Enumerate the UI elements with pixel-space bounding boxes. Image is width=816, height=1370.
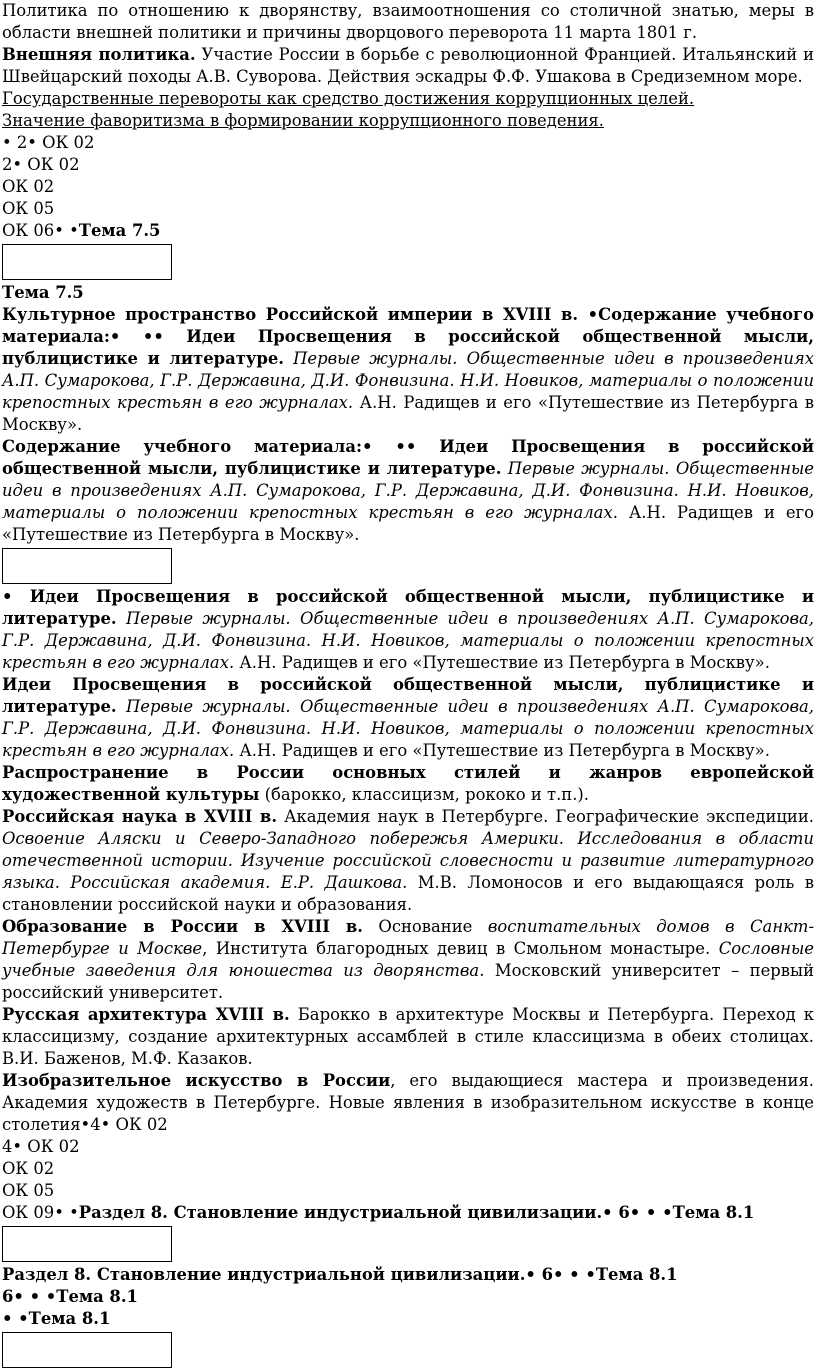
education-text-1: Основание (362, 917, 473, 936)
science-text-2: М.В. Ломоносов и его выдающаяся роль в становлении российской науки и образования. (2, 873, 814, 914)
tema81-line-a: 6• • •Тема 8.1 (2, 1287, 138, 1306)
content-italic: Первые журналы. Общественные идеи в произведениях А.П. Сумарокова, Г.Р. Державина, Д.И. Фонвизина. Н.И. Новиков, материалы о положении крепостных крестьян в его журналах. (2, 459, 814, 522)
intro-paragraph: Политика по отношению к дворянству, взаимоотношения со столичной знатью, меры в области внешней политики и причины дворцового переворота 11 марта 1801 г. (2, 1, 814, 42)
culture-block-1 (0, 304, 816, 436)
foreign-policy-paragraph (0, 44, 816, 88)
culture-block-4 (0, 674, 816, 762)
culture-plain: А.Н. Радищев и его «Путешествие из Петербурга в Москву». (2, 393, 814, 434)
education-heading: Образование в России в XVIII в. (2, 917, 363, 936)
enlightenment-plain-2: А.Н. Радищев и его «Путешествие из Петербурга в Москву». (234, 741, 770, 760)
ok06-code: ОК 06• • (2, 221, 79, 240)
empty-cell-box (2, 1332, 172, 1368)
enlightenment-plain: А.Н. Радищев и его «Путешествие из Петербурга в Москву». (234, 653, 770, 672)
tema81-line-b: • •Тема 8.1 (2, 1309, 111, 1328)
styles-paragraph (0, 762, 816, 806)
ok-line: • 2• ОК 02 (2, 133, 95, 152)
science-paragraph (0, 806, 816, 916)
styles-heading: Распространение в России основных стилей и жанров европейской художественной культуры (2, 763, 814, 804)
enlightenment-italic-2: Первые журналы. Общественные идеи в произведениях А.П. Сумарокова, Г.Р. Державина, Д.И. Фонвизина. Н.И. Новиков, материалы о положении крепостных крестьян в его журналах. (2, 697, 814, 760)
culture-italic: Первые журналы. Общественные идеи в произведениях А.П. Сумарокова, Г.Р. Державина, Д.И. Фонвизина. Н.И. Новиков, материалы о положении крепостных крестьян в его журналах. (2, 349, 814, 412)
ok-line: ОК 05 (2, 1181, 55, 1200)
ok-line: 4• ОК 02 (2, 1137, 80, 1156)
enlightenment-heading: • Идеи Просвещения в российской общественной мысли, публицистике и литературе. (2, 587, 814, 628)
culture-block-3 (0, 586, 816, 674)
ok06-line (0, 220, 816, 242)
empty-cell-box (2, 548, 172, 584)
content-plain: А.Н. Радищев и его «Путешествие из Петербурга в Москву». (2, 503, 815, 544)
art-text: , его выдающиеся мастера и произведения. Академия художеств в Петербурге. Новые явления в изобразительном искусстве в конце столетия•4• ОК 02 (2, 1071, 814, 1134)
foreign-policy-text: Участие России в борьбе с революционной Францией. Итальянский и Швейцарский походы А.В. Суворова. Действия эскадры Ф.Ф. Ушакова в Средиземном море. (2, 45, 815, 86)
architecture-paragraph (0, 1004, 816, 1070)
empty-cell-box (2, 1226, 172, 1262)
razdel8-inline: Раздел 8. Становление индустриальной цивилизации.• 6• • •Тема 8.1 (78, 1203, 755, 1222)
education-paragraph (0, 916, 816, 1004)
razdel8-heading: Раздел 8. Становление индустриальной цивилизации.• 6• • •Тема 8.1 (2, 1265, 678, 1284)
education-text-3: Московский университет – первый российский университет. (2, 961, 814, 1002)
underlined-topic-2 (0, 110, 816, 132)
enlightenment-heading-2: Идеи Просвещения в российской общественной мысли, публицистике и литературе. (2, 675, 814, 716)
underlined-topic-1 (0, 88, 816, 110)
tema75-heading: Тема 7.5 (2, 283, 84, 302)
science-heading: Российская наука в XVIII в. (2, 807, 278, 826)
foreign-policy-heading: Внешняя политика. (2, 45, 196, 64)
architecture-text: Барокко в архитектуре Москвы и Петербурга. Переход к классицизму, создание архитектурных ассамблей в стиле классицизма в обеих столицах. В.И. Баженов, М.Ф. Казаков. (2, 1005, 814, 1068)
education-italic-1: воспитательных домов в Санкт-Петербурге и Москве (2, 917, 814, 958)
science-text-1: Академия наук в Петербурге. Географические экспедиции. (277, 807, 814, 826)
ok09-line (0, 1202, 816, 1224)
content-heading: Содержание учебного материала:• •• Идеи Просвещения в российской общественной мысли, публицистике и литературе. (2, 437, 814, 478)
coups-topic: Государственные перевороты как средство достижения коррупционных целей. (2, 89, 695, 108)
culture-heading: Культурное пространство Российской империи в XVIII в. •Содержание учебного материала:• •• Идеи Просвещения в российской общественной мысли, публицистике и литературе. (2, 305, 814, 368)
education-text-2: , Института благородных девиц в Смольном монастыре. (202, 939, 711, 958)
ok-line: ОК 02 (2, 1159, 55, 1178)
architecture-heading: Русская архитектура XVIII в. (2, 1005, 290, 1024)
favoritism-topic: Значение фаворитизма в формировании коррупционного поведения. (2, 111, 604, 130)
styles-text: (барокко, классицизм, рококо и т.п.). (259, 785, 590, 804)
enlightenment-italic: Первые журналы. Общественные идеи в произведениях А.П. Сумарокова, Г.Р. Державина, Д.И. Фонвизина. Н.И. Новиков, материалы о положении крепостных крестьян в его журналах. (2, 609, 814, 672)
education-italic-2: Сословные учебные заведения для юношества из дворянства. (2, 939, 814, 980)
ok-line: ОК 02 (2, 177, 55, 196)
culture-block-2 (0, 436, 816, 546)
science-italic: Освоение Аляски и Северо-Западного побережья Америки. Исследования в области отечественной истории. Изучение российской словесности и развитие литературного языка. Российская академия. Е.Р. Дашкова. (2, 829, 814, 892)
empty-cell-box (2, 244, 172, 280)
ok-line: ОК 05 (2, 199, 55, 218)
art-heading: Изобразительное искусство в России (2, 1071, 391, 1090)
tema75-inline: Тема 7.5 (78, 221, 161, 240)
ok09-code: ОК 09• • (2, 1203, 79, 1222)
art-paragraph (0, 1070, 816, 1136)
ok-line: 2• ОК 02 (2, 155, 80, 174)
